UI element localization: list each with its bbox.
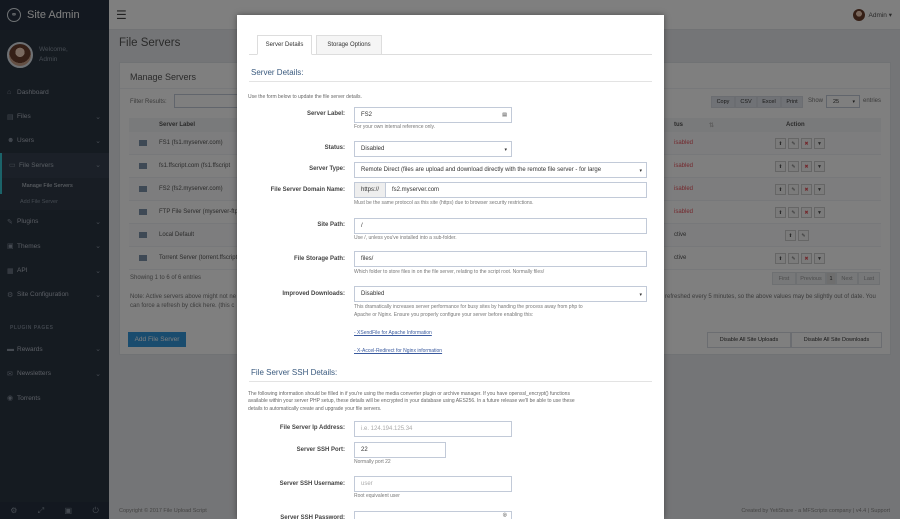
ssh-password-label: Server SSH Password: xyxy=(280,515,345,519)
server-label-help: For your own internal reference only. xyxy=(354,124,436,130)
domain-help: Must be the same protocol as this site (https) due to browser security restrictions. xyxy=(354,200,534,206)
ip-address-label: File Server Ip Address: xyxy=(279,425,345,431)
server-type-value: Remote Direct (files are upload and download directly with the remote file server - for large xyxy=(361,167,602,173)
ssh-port-input[interactable]: 22 xyxy=(354,442,446,458)
caret-down-icon: ▾ xyxy=(639,168,642,174)
divider xyxy=(249,81,652,82)
tab-server-details[interactable]: Server Details xyxy=(257,35,312,55)
status-label: Status: xyxy=(324,145,345,151)
storage-path-value: files/ xyxy=(361,256,374,262)
server-label-label: Server Label: xyxy=(306,111,345,117)
improved-downloads-select[interactable] xyxy=(354,286,647,302)
ssh-note xyxy=(248,391,575,413)
domain-label: File Server Domain Name: xyxy=(270,187,345,193)
server-type-label: Server Type: xyxy=(309,166,345,172)
tab-storage-options[interactable]: Storage Options xyxy=(316,35,382,55)
site-path-help: Use /, unless you've installed into a sub-folder. xyxy=(354,235,457,241)
ssh-password-input[interactable] xyxy=(354,511,512,519)
protocol-addon: https:// xyxy=(355,183,386,197)
improved-downloads-help-2: Apache or Nginx. Ensure you properly configure your server before enabling this: xyxy=(354,312,534,318)
site-path-label: Site Path: xyxy=(317,222,345,228)
server-label-input[interactable] xyxy=(354,107,512,123)
improved-downloads-label: Improved Downloads: xyxy=(282,291,345,297)
ssh-port-label: Server SSH Port: xyxy=(296,447,345,453)
clipboard-icon: ▤ xyxy=(502,112,507,118)
ip-address-input[interactable]: i.e. 124.194.125.34 xyxy=(354,421,512,437)
eye-icon: ◎ xyxy=(502,512,507,518)
divider xyxy=(249,381,652,382)
ssh-note-line: The following information should be filled in if you're using the media converter plugin or archive manager. If you have openssl_encrypt() functions xyxy=(248,391,570,397)
storage-path-help: Which folder to store files in on the file server, relating to the script root. Normally files/ xyxy=(354,269,545,275)
ssh-port-help: Normally port 22 xyxy=(354,459,391,465)
xaccel-link[interactable]: - X-Accel-Redirect for Nginx information xyxy=(354,348,443,354)
xsendfile-link[interactable]: - XSendFile for Apache Information xyxy=(354,330,432,336)
ssh-note-line: details to automatically create and upgrade your file servers. xyxy=(248,405,382,412)
status-value: Disabled xyxy=(361,146,385,152)
caret-down-icon: ▾ xyxy=(639,292,642,298)
ssh-username-label: Server SSH Username: xyxy=(279,481,345,487)
status-select[interactable] xyxy=(354,141,512,157)
intro-text: Use the form below to update the file server details. xyxy=(248,94,362,100)
caret-down-icon: ▾ xyxy=(504,147,507,153)
section-title-server-details: Server Details: xyxy=(251,68,304,77)
storage-path-label: File Storage Path: xyxy=(293,256,345,262)
domain-input[interactable] xyxy=(354,182,647,198)
ssh-username-help: Root equivalent user xyxy=(354,493,400,499)
improved-downloads-help: This dramatically increases server performance for busy sites by handing the process away from php to xyxy=(354,304,583,310)
section-title-ssh: File Server SSH Details: xyxy=(251,368,338,377)
site-path-input[interactable] xyxy=(354,218,647,234)
ssh-note-line: available within your server PHP setup, these details will be encrypted in your database using AES256. In a future release we'll be able to use these xyxy=(248,398,575,405)
edit-server-modal xyxy=(237,15,664,519)
site-path-value: / xyxy=(361,223,363,229)
server-type-select[interactable] xyxy=(354,162,647,178)
server-label-value: FS2 xyxy=(361,112,373,118)
improved-downloads-value: Disabled xyxy=(361,291,385,297)
domain-value: fs2.myserver.com xyxy=(392,187,440,193)
storage-path-input[interactable] xyxy=(354,251,647,267)
ssh-username-input[interactable]: user xyxy=(354,476,512,492)
